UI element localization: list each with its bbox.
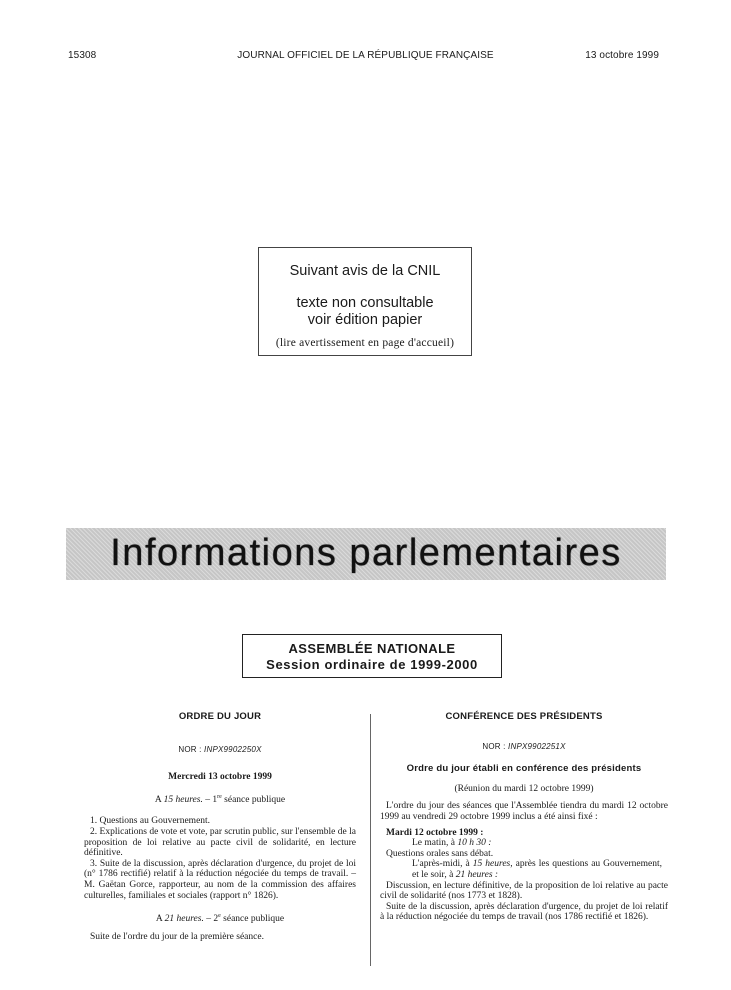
session-2-ordinal-sup: e: [218, 912, 221, 919]
agenda-date: Mercredi 13 octobre 1999: [168, 772, 272, 783]
morning-line: [380, 838, 668, 849]
session-1-line: [84, 795, 356, 806]
column-divider: [370, 714, 371, 966]
session-1-ordinal: 1: [212, 794, 218, 805]
cnil-line-3: voir édition papier: [307, 312, 423, 328]
conference-subheading: Ordre du jour établi en conférence des présidents: [406, 763, 642, 775]
session-2-time: 21 heures.: [164, 914, 204, 925]
session-2-line: [84, 914, 356, 925]
assembly-title: ASSEMBLÉE NATIONALE: [288, 641, 456, 656]
afternoon-text: après les questions au Gouvernement, et le soir, à: [412, 859, 662, 880]
agenda-item: 2. Explications de vote et vote, par scrutin public, sur l'ensemble de la proposition de loi relative au pacte civil de solidarité, en lecture définitive.: [84, 826, 356, 859]
agenda-item: 1. Questions au Gouvernement.: [90, 816, 211, 827]
conference-heading: CONFÉRENCE DES PRÉSIDENTS: [445, 711, 603, 722]
banner-title: Informations parlementaires: [110, 532, 622, 574]
agenda-heading: ORDRE DU JOUR: [178, 711, 262, 722]
journal-title: JOURNAL OFFICIEL DE LA RÉPUBLIQUE FRANÇAISE: [237, 50, 494, 61]
evening-time: 21 heures :: [455, 869, 499, 880]
cnil-line-2: texte non consultable: [296, 295, 434, 311]
right-column: [380, 712, 668, 923]
session-1-ordinal-sup: re: [217, 793, 222, 800]
afternoon-prefix: L'après-midi, à: [412, 859, 470, 870]
session-1-dash: –: [205, 794, 210, 805]
continuation-note: Suite de l'ordre du jour de la première séance.: [90, 931, 264, 942]
left-column: [84, 712, 356, 942]
cnil-line-4: (lire avertissement en page d'accueil): [275, 337, 455, 349]
header-date: 13 octobre 1999: [585, 50, 659, 61]
section-banner: [66, 528, 666, 580]
afternoon-line: [380, 859, 668, 880]
session-2-prefix: A: [155, 914, 163, 925]
assembly-box: [242, 634, 502, 678]
morning-prefix: Le matin, à: [412, 838, 455, 849]
agenda-item: 3. Suite de la discussion, après déclaration d'urgence, du projet de loi (n° 1786 rectifié) relatif à la réduction négociée du temps de travail. – M. Gaëtan Gorce, rapporteur, au nom de la commission des affaires culturelles, familiales et sociales (rapport n° 1826).: [84, 858, 356, 901]
cnil-line-1: Suivant avis de la CNIL: [289, 263, 441, 279]
nor-label: NOR :: [482, 741, 506, 751]
conference-intro: L'ordre du jour des séances que l'Assemblée tiendra du mardi 12 octobre 1999 au vendredi 29 octobre 1999 inclus a été ainsi fixé :: [380, 801, 668, 822]
nor-reference: [84, 745, 356, 756]
session-1-time: 15 heures.: [163, 794, 203, 805]
meeting-note: (Réunion du mardi 12 octobre 1999): [454, 783, 594, 794]
session-2-label: séance publique: [223, 914, 285, 925]
agenda-items: [84, 816, 356, 901]
page-number: 15308: [68, 50, 97, 61]
session-2-dash: –: [206, 914, 211, 925]
cnil-notice-box: [258, 247, 472, 356]
session-1-prefix: A: [154, 794, 162, 805]
nor-reference: [380, 742, 668, 753]
conference-day: Mardi 12 octobre 1999 :: [386, 827, 484, 838]
nor-code: INPX9902251X: [508, 741, 566, 751]
conference-item: Suite de la discussion, après déclaration d'urgence, du projet de loi relatif à la réduction négociée du temps de travail (nos 1786 rectifié et 1826).: [380, 901, 668, 923]
conference-item: Discussion, en lecture définitive, de la proposition de loi relative au pacte civil de solidarité (nos 1773 et 1828).: [380, 880, 668, 902]
afternoon-time: 15 heures,: [472, 859, 513, 870]
assembly-subtitle: Session ordinaire de 1999-2000: [266, 657, 478, 672]
session-2-ordinal: 2: [213, 914, 219, 925]
nor-code: INPX9902250X: [204, 744, 262, 754]
session-1-label: séance publique: [224, 794, 286, 805]
morning-item: Questions orales sans débat.: [386, 848, 494, 859]
morning-time: 10 h 30 :: [457, 838, 492, 849]
nor-label: NOR :: [178, 744, 202, 754]
